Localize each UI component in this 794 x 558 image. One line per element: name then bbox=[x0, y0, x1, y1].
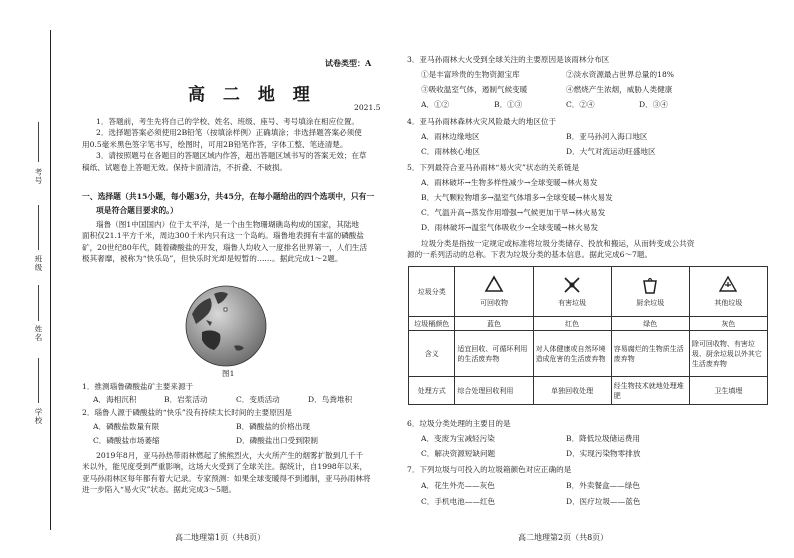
question-3-stem: 3．亚马孙雨林大火受到全球关注的主要原因是该雨林分布区 bbox=[407, 55, 610, 64]
question-5-option-c[interactable]: C．气温升高→蒸发作用增强→气候更加干旱→林火易发 bbox=[421, 208, 606, 217]
question-4-option-b[interactable]: B．亚马孙河入海口地区 bbox=[566, 132, 648, 141]
question-7-option-c[interactable]: C．手机电池——红色 bbox=[421, 497, 496, 506]
row-header-category: 垃圾分类 bbox=[409, 267, 455, 317]
label-exam-number: 考号 bbox=[34, 168, 43, 185]
blank-school bbox=[38, 358, 39, 403]
question-7-option-b[interactable]: B．外卖餐盒——绿色 bbox=[566, 481, 640, 490]
meaning-cell: 适宜回收、可循环利用的生活废弃物 bbox=[455, 331, 533, 377]
recycle-icon bbox=[483, 275, 505, 295]
bin-color-cell: 蓝色 bbox=[455, 317, 533, 331]
blank-exam-number bbox=[38, 122, 39, 162]
question-4-option-c[interactable]: C．雨林核心地区 bbox=[421, 147, 480, 156]
category-hazardous bbox=[533, 267, 611, 317]
question-1-option-d[interactable]: D．鸟粪堆积 bbox=[308, 395, 353, 404]
question-5-option-a[interactable]: A．雨林破坏→生物多样性减少→全球变暖→林火易发 bbox=[421, 178, 598, 187]
bin-color-cell: 红色 bbox=[533, 317, 611, 331]
passage-line: 米以外，能见度受到严重影响，这场大火受到了全球关注。据统计，自1998年以来， bbox=[82, 462, 368, 472]
notice-line: 3．请按照题号在各题目的答题区域内作答，超出答题区域书写的答案无效；在草 bbox=[96, 151, 367, 161]
globe-figure bbox=[184, 284, 268, 368]
question-1-option-a[interactable]: A．海相沉积 bbox=[93, 395, 137, 404]
question-6-option-c[interactable]: C．解决资源短缺问题 bbox=[421, 449, 496, 458]
question-1-stem: 1．推测瑙鲁磷酸盐矿主要来源于 bbox=[82, 382, 194, 391]
notice-line: 1．答题前，考生先将自己的学校、姓名、班级、座号、考号填涂在相应位置。 bbox=[96, 117, 360, 126]
bin-color-cell: 绿色 bbox=[611, 317, 689, 331]
question-6-stem: 6．垃圾分类处理的主要目的是 bbox=[407, 419, 511, 428]
question-7-stem: 7．下列垃圾与可投入的垃圾箱颜色对应正确的是 bbox=[407, 465, 572, 474]
question-3-statement-4: ④燃烧产生浓烟，威胁人类健康 bbox=[566, 85, 673, 94]
section-heading bbox=[82, 190, 374, 218]
passage-line: 亚马孙雨林区每年都有着大记录。专家预测：如果全球变暖得不到遏制，亚马孙雨林将 bbox=[82, 473, 371, 483]
passage-line: 源的一系列活动的总称。下表为垃圾分类的基本信息。据此完成6～7题。 bbox=[407, 250, 653, 260]
binding-line bbox=[50, 30, 51, 530]
row-header-bin-color: 垃圾桶颜色 bbox=[409, 317, 455, 331]
label-school: 学校 bbox=[34, 408, 43, 425]
waste-classification-table bbox=[408, 266, 768, 405]
meaning-cell: 对人体健康或自然环境造成危害的生活废弃物 bbox=[533, 331, 611, 377]
kitchen-waste-icon bbox=[639, 275, 661, 295]
category-name: 厨余垃圾 bbox=[636, 299, 665, 307]
section-heading-line: 项是符合题目要求的。） bbox=[96, 206, 178, 215]
section-heading-line: 一、选择题（共15小题，每小题3分，共45分，在每小题给出的四个选项中，只有一 bbox=[82, 192, 375, 201]
category-other bbox=[689, 267, 767, 317]
question-3-statement-2: ②淡水资源最占世界总量的18% bbox=[566, 70, 675, 79]
meaning-cell: 容易腐烂的生物质生活废弃物 bbox=[611, 331, 689, 377]
question-3-statement-3: ③吸收温室气体，遏制气候变暖 bbox=[421, 85, 528, 94]
row-header-meaning: 含义 bbox=[409, 331, 455, 377]
exam-date: 2021.5 bbox=[354, 103, 381, 112]
label-class: 班级 bbox=[34, 255, 43, 272]
paper-type: 试卷类型：A bbox=[325, 58, 372, 68]
question-2-option-a[interactable]: A．磷酸盐数量有限 bbox=[93, 422, 160, 431]
processing-cell: 单独回收处理 bbox=[533, 377, 611, 405]
category-name: 其他垃圾 bbox=[714, 299, 743, 307]
meaning-cell: 除可回收物、有害垃圾、厨余垃圾以外其它生活废弃物 bbox=[689, 331, 767, 377]
page-title: 高 二 地 理 bbox=[188, 85, 316, 105]
passage-line: 极其奢靡，被称为“快乐岛”，但快乐时光却是短暂的……。据此完成1～2题。 bbox=[82, 254, 343, 264]
passage-line: 面积仅21.1平方千米，周边300千米内只有这一个岛屿。瑙鲁地表拥有丰富的磷酸盐 bbox=[82, 231, 364, 241]
bin-color-cell: 灰色 bbox=[689, 317, 767, 331]
question-2-option-b[interactable]: B．磷酸盐的价格出现 bbox=[236, 422, 310, 431]
question-3-option-d[interactable]: D．③④ bbox=[639, 100, 668, 109]
passage-nauru bbox=[82, 219, 367, 265]
question-3-option-a[interactable]: A．①② bbox=[421, 100, 450, 109]
blank-name bbox=[38, 285, 39, 321]
page-1-footer: 高二地理第1页（共8页） bbox=[175, 533, 266, 542]
passage-amazon bbox=[82, 450, 371, 496]
question-2-option-d[interactable]: D．磷酸盐出口受到限制 bbox=[236, 436, 319, 445]
passage-line: 垃圾分类是指按一定规定或标准将垃圾分类储存、投放和搬运，从而转变成公共资 bbox=[421, 239, 695, 248]
question-5-option-b[interactable]: B．大气颗粒物增多→温室气体增多→全球变暖→林火易发 bbox=[421, 193, 613, 202]
question-5-option-d[interactable]: D．雨林破坏→温室气体吸收少→全球变暖→林火易发 bbox=[421, 223, 599, 232]
question-7-option-a[interactable]: A．花生外壳——灰色 bbox=[421, 481, 495, 490]
notice-line: 2．选择题答案必须使用2B铅笔（按填涂样例）正确填涂；非选择题答案必须使 bbox=[96, 128, 362, 138]
category-name: 可回收物 bbox=[479, 299, 508, 307]
passage-waste bbox=[407, 238, 694, 261]
question-6-option-b[interactable]: B．降低垃圾储运费用 bbox=[566, 434, 640, 443]
passage-line: 矿，20世纪80年代，随着磷酸盐的开发，瑙鲁人均收入一度排名世界第一，人们生活 bbox=[82, 242, 368, 252]
hazard-icon bbox=[561, 275, 583, 295]
question-3-statement-1: ①是丰富珍贵的生物资源宝库 bbox=[421, 70, 520, 79]
passage-line: 进一步陷入“易火灾”状态。据此完成3～5题。 bbox=[82, 485, 237, 495]
label-name: 姓名 bbox=[34, 325, 43, 342]
notice-line: 用0.5毫米黑色签字笔书写，绘图时，可用2B铅笔作答，字体工整、笔迹清楚。 bbox=[82, 139, 348, 149]
question-3-option-b[interactable]: B．①③ bbox=[494, 100, 523, 109]
other-waste-icon bbox=[717, 275, 739, 295]
notice-line: 稿纸、试题卷上答题无效。保持卡面清洁，不折叠、不破损。 bbox=[82, 162, 288, 172]
question-2-option-c[interactable]: C．磷酸盐市场萎缩 bbox=[93, 436, 160, 445]
question-2-stem: 2．瑙鲁人源于磷酸盐的“快乐”没有持续太长时间的主要原因是 bbox=[82, 408, 293, 417]
page-2-footer: 高二地理第2页（共8页） bbox=[518, 533, 609, 542]
question-4-option-d[interactable]: D．大气对流运动旺盛地区 bbox=[566, 147, 656, 156]
question-3-option-c[interactable]: C．②④ bbox=[566, 100, 595, 109]
question-6-option-a[interactable]: A．变废为宝减轻污染 bbox=[421, 434, 495, 443]
question-6-option-d[interactable]: D．实现污染物零排放 bbox=[566, 449, 641, 458]
question-1-option-c[interactable]: C．变质活动 bbox=[236, 395, 280, 404]
processing-cell: 卫生填埋 bbox=[689, 377, 767, 405]
passage-line: 瑙鲁（图1中国国内）位于太平洋，是一个由生物珊瑚礁岛构成的国家，其陆地 bbox=[96, 220, 360, 229]
figure-caption: 图1 bbox=[222, 369, 235, 378]
question-4-stem: 4．亚马孙雨林森林火灾风险最大的地区位于 bbox=[407, 117, 557, 126]
category-name: 有害垃圾 bbox=[558, 299, 587, 307]
row-header-processing: 处理方式 bbox=[409, 377, 455, 405]
notice-block bbox=[82, 116, 367, 173]
blank-class bbox=[38, 205, 39, 250]
category-kitchen bbox=[611, 267, 689, 317]
processing-cell: 综合处理回收利用 bbox=[455, 377, 533, 405]
question-4-option-a[interactable]: A．雨林边缘地区 bbox=[421, 132, 480, 141]
processing-cell: 经生物技术就地处理堆肥 bbox=[611, 377, 689, 405]
category-recyclable bbox=[455, 267, 533, 317]
question-5-stem: 5．下列最符合亚马孙雨林“易火灾”状态的关系链是 bbox=[407, 163, 580, 172]
question-7-option-d[interactable]: D．医疗垃圾——蓝色 bbox=[566, 497, 641, 506]
passage-line: 2019年8月，亚马孙热带雨林燃起了熊熊烈火，大火所产生的烟雾扩散到几千千 bbox=[96, 451, 364, 460]
question-1-option-b[interactable]: B．岩浆活动 bbox=[164, 395, 208, 404]
